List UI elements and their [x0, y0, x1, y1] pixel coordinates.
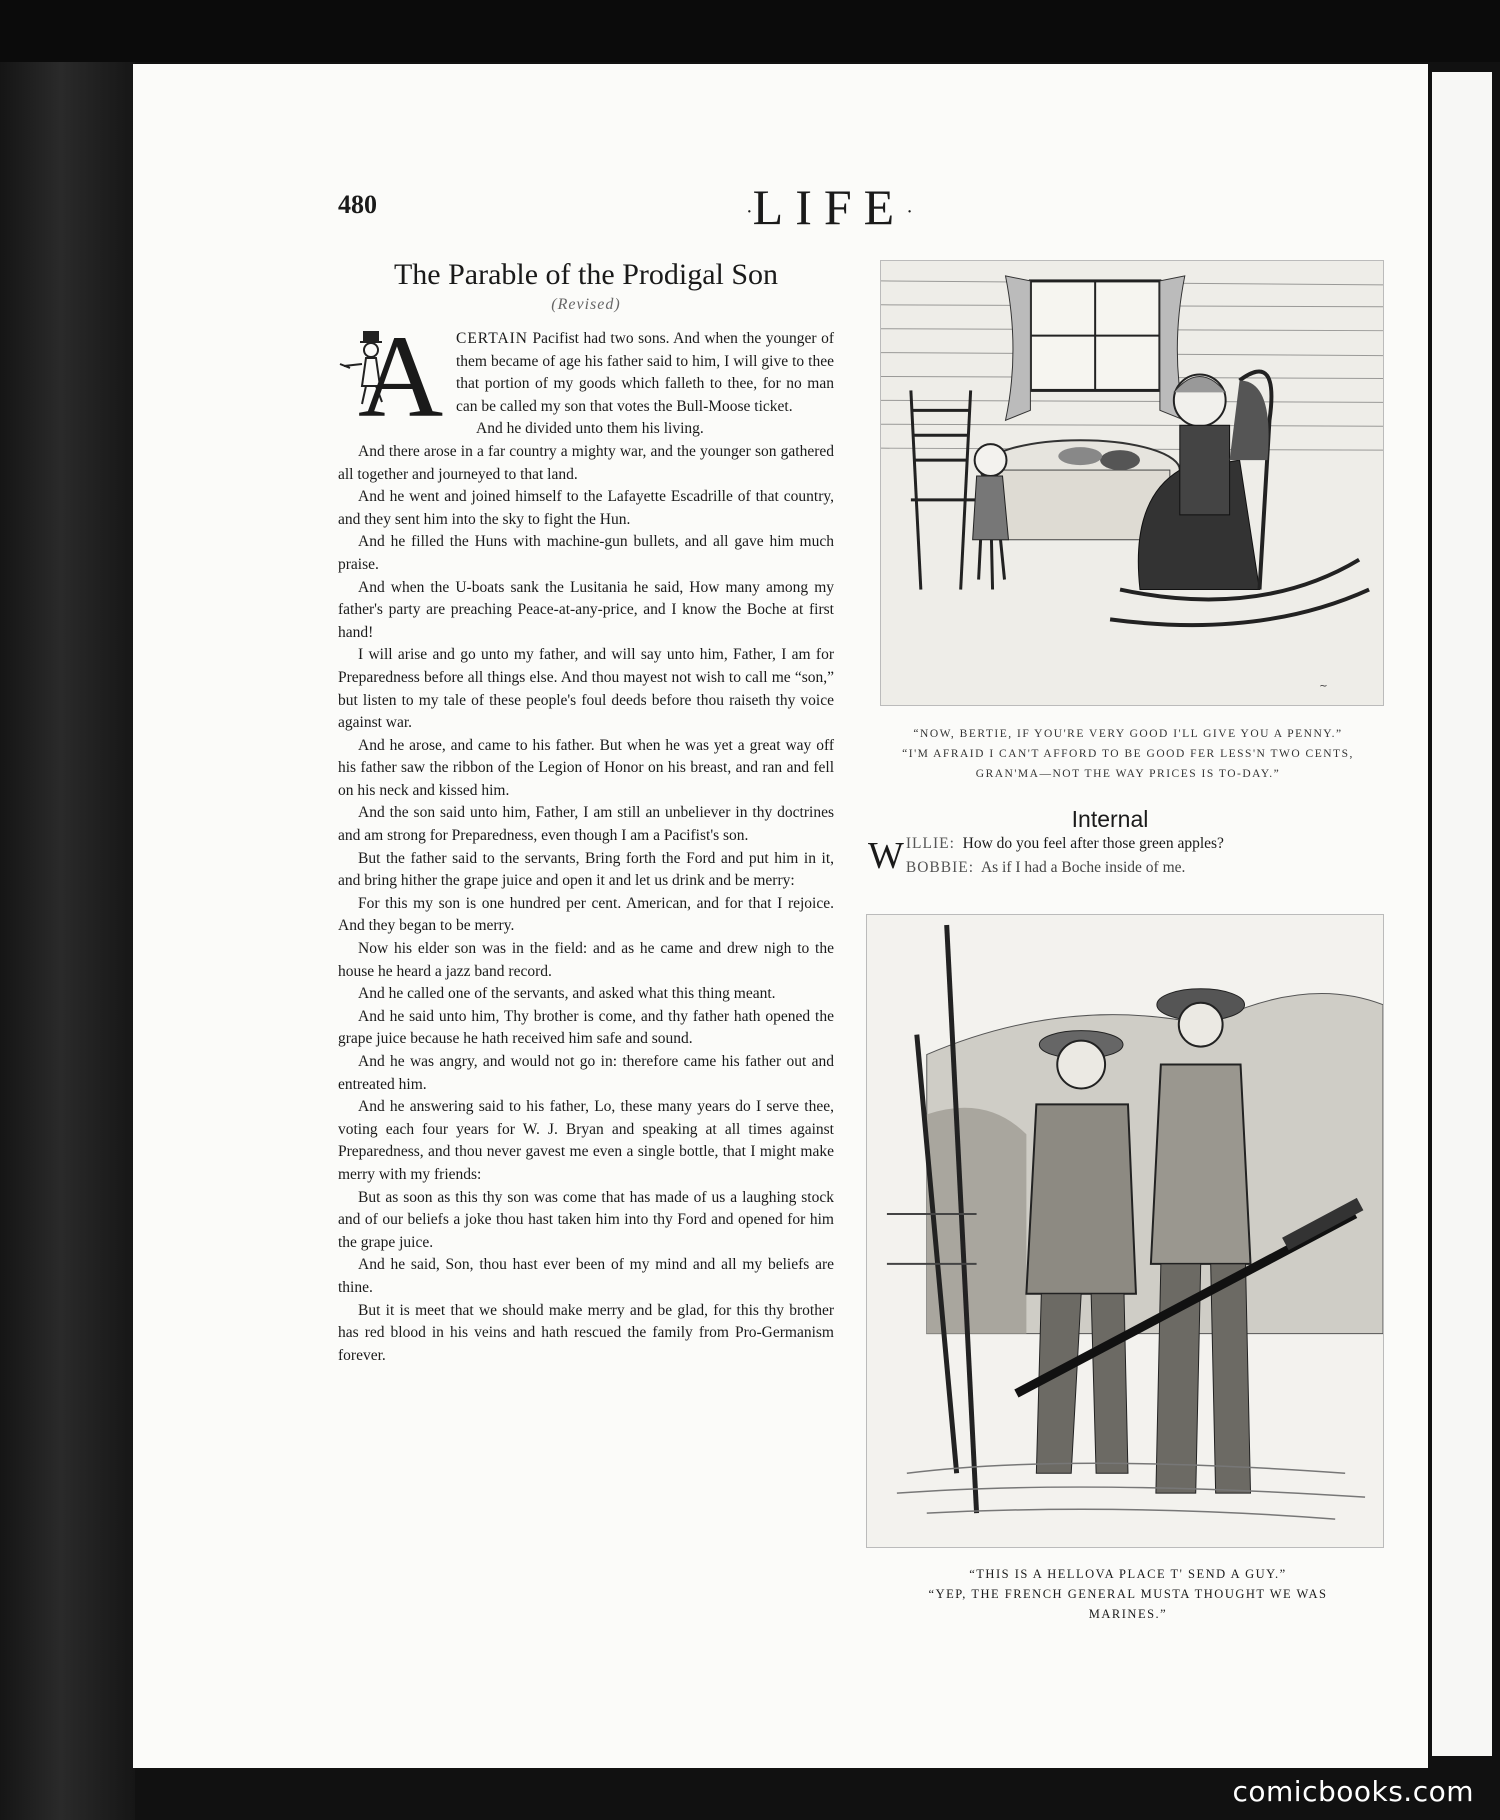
internal-line-1 [868, 832, 1364, 856]
soldiers-trench-icon [867, 915, 1383, 1547]
article-paragraph: And he called one of the servants, and asked what this thing meant. [358, 985, 776, 1003]
scan-left-edge [0, 0, 135, 1820]
article-paragraph: And he said unto him, Thy brother is come, and thy father hath opened the grape juice because he hath received him safe and sound. [338, 1007, 834, 1048]
caption-line: GRAN'MA—NOT THE WAY PRICES IS TO-DAY.” [975, 768, 1281, 780]
article-paragraph: But the father said to the servants, Bring forth the Ford and put him in it, and bring hither the grape juice and open it and let us drink and be merry: [338, 849, 834, 890]
caption-line: MARINES.” [1088, 1607, 1168, 1621]
article-paragraph: Now his elder son was in the field: and as he came and drew nigh to the house he heard a jazz band record. [338, 940, 834, 980]
svg-text:~: ~ [1319, 681, 1328, 693]
article-paragraph: And he arose, and came to his father. But when he was yet a great way off his father saw the ribbon of the Legion of Honor on his breast, and ran and fell on his neck and kissed him. [338, 736, 834, 799]
article-paragraph: And he was angry, and would not go in: therefore came his father out and entreated him. [338, 1053, 834, 1093]
article-paragraph: And he went and joined himself to the Lafayette Escadrille of that country, and they sent him into the sky to fight the Hun. [338, 488, 834, 528]
cartoon2-caption [868, 1564, 1388, 1624]
internal-dialogue [868, 832, 1364, 880]
article-paragraph: For this my son is one hundred per cent. American, and for that I rejoice. And they began to be merry. [338, 894, 834, 935]
cartoon-grandmother-illustration [880, 260, 1384, 706]
opening-smallcaps: CERTAIN [456, 330, 528, 347]
cartoon-soldiers-illustration [866, 914, 1384, 1548]
article-subtitle: (Revised) [551, 296, 621, 313]
article-paragraph: And he said, Son, thou hast ever been of my mind and all my beliefs are thine. [338, 1256, 834, 1296]
article-paragraph: And when the U-boats sank the Lusitania he said, How many among my father's party are preaching Peace-at-any-price, and I know the Boche at first hand! [338, 578, 834, 641]
speaker-label: BOBBIE: [905, 859, 975, 876]
page-number: 480 [338, 190, 377, 219]
adjacent-page-edge [1432, 72, 1492, 1756]
scan-top-edge [0, 0, 1500, 62]
watermark: comicbooks.com [1232, 1775, 1474, 1808]
internal-title: Internal [1071, 806, 1149, 832]
article-paragraph: And he answering said to his father, Lo, these many years do I serve thee, voting each four years for W. J. Bryan and speaking at all times against Preparedness, and thou never gavest me even a single bottle, that I might make merry with my friends: [338, 1098, 834, 1183]
article-paragraph: But as soon as this thy son was come that has made of us a laughing stock and of our beliefs a joke thou hast taken him into thy Ford and opened for him the grape juice. [338, 1188, 834, 1251]
masthead-title: LIFE [752, 179, 907, 235]
caption-line: “THIS IS A HELLOVA PLACE T' SEND A GUY.” [969, 1567, 1287, 1581]
caption-line: “I'M AFRAID I CAN'T AFFORD TO BE GOOD FER LESS'N TWO CENTS, [902, 748, 1354, 760]
speaker-label: ILLIE: [905, 835, 955, 852]
paragraph-text: Pacifist had two sons. And when the younger of them became of age his father said to him, I will give to thee that portion of my goods which falleth to thee, for no man can be called my son that votes the Bull-Moose ticket. [456, 330, 834, 415]
caption-line: “YEP, THE FRENCH GENERAL MUSTA THOUGHT WE WAS [928, 1587, 1328, 1601]
caption-line: “NOW, BERTIE, IF YOU'RE VERY GOOD I'LL GIVE YOU A PENNY.” [913, 728, 1343, 740]
article-paragraph: I will arise and go unto my father, and will say unto him, Father, I am for Preparedness before all things else. And thou mayest not wish to call me “son,” but listen to my tale of these people's foul deeds before thou raiseth thy voice against war. [338, 646, 834, 732]
article-paragraph: And he filled the Huns with machine-gun bullets, and all gave him much praise. [338, 533, 834, 573]
internal-line-2 [868, 856, 1364, 880]
article-paragraph: And he divided unto them his living. [476, 420, 704, 438]
dialogue-line: How do you feel after those green apples? [962, 835, 1224, 852]
internal-dropcap: W [868, 835, 904, 877]
cartoon1-caption [868, 724, 1388, 784]
article-paragraph: And there arose in a far country a mighty war, and the younger son gathered all together and journeyed to that land. [338, 442, 834, 483]
article-paragraph: But it is meet that we should make merry and be glad, for this thy brother has red blood in his veins and hath rescued the family from Pro-Germanism forever. [338, 1301, 834, 1364]
dropcap-letter: A [358, 311, 444, 442]
masthead: ·LIFE· [746, 179, 913, 235]
article-title: The Parable of the Prodigal Son [393, 258, 779, 291]
dialogue-line: As if I had a Boche inside of me. [980, 859, 1186, 876]
article-body [338, 311, 834, 1367]
article-paragraph: And the son said unto him, Father, I am still an unbeliever in thy doctrines and am strong for Preparedness, even though I am a Pacifist's son. [338, 804, 834, 845]
grandmother-scene-icon [881, 261, 1383, 705]
dropcap-illustration [338, 311, 446, 442]
